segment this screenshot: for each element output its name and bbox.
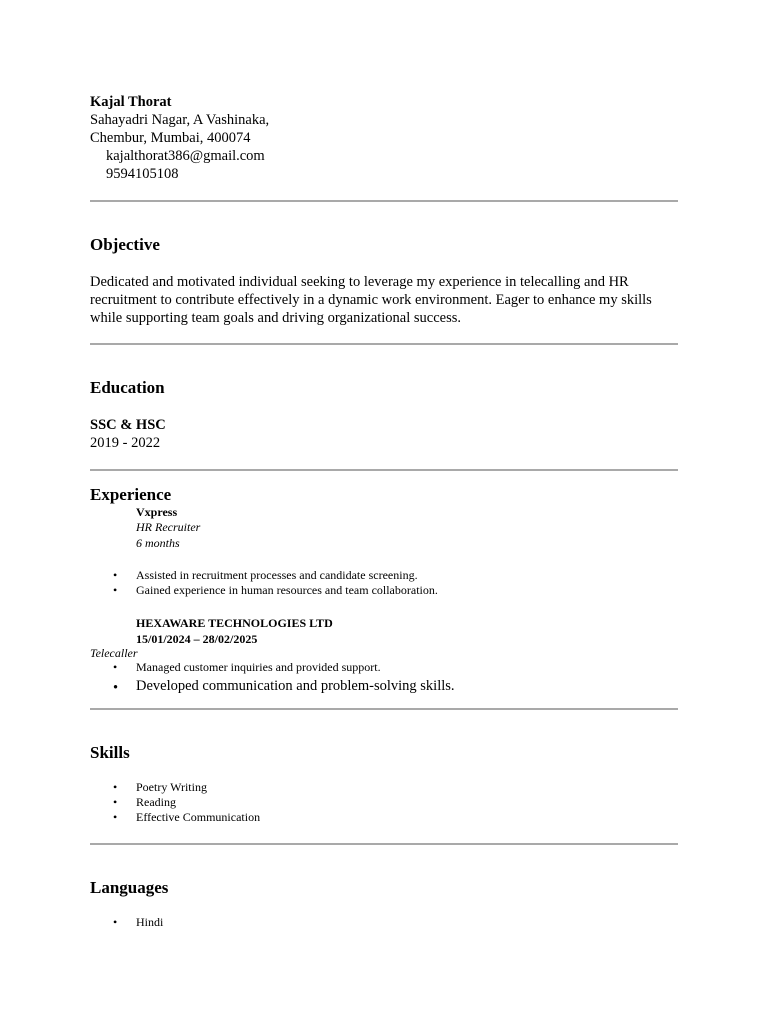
section-divider [90,343,678,345]
bullet-icon: • [113,568,118,582]
bullet-icon: • [113,780,118,794]
bullet-icon: • [113,795,118,809]
bullet-icon: • [113,680,119,696]
bullet-icon: • [113,660,118,674]
email-address: kajalthorat386@gmail.com [106,148,265,164]
bullet-icon: • [113,583,118,597]
skill-item: Poetry Writing [136,780,207,794]
section-divider [90,708,678,710]
languages-heading: Languages [90,878,169,897]
address-line-1: Sahayadri Nagar, A Vashinaka, [90,112,270,128]
objective-text: Dedicated and motivated individual seeking to leverage my experience in telecalling and HR recruitment to contribute effectively in a dynamic work environment. Eager to enhance my skills while supporting team goals and driving organizational success. [90,274,652,326]
job-bullet: Developed communication and problem-solving skills. [136,678,455,694]
skill-item: Reading [136,795,176,809]
language-item: Hindi [136,915,164,929]
address-line-2: Chembur, Mumbai, 400074 [90,130,251,146]
job-duration: 6 months [136,536,180,550]
section-divider [90,843,678,845]
job-dates: 15/01/2024 – 28/02/2025 [136,632,258,646]
candidate-name: Kajal Thorat [90,94,172,110]
education-degree: SSC & HSC [90,417,166,433]
objective-heading: Objective [90,235,160,254]
education-years: 2019 - 2022 [90,435,161,451]
job-company: HEXAWARE TECHNOLOGIES LTD [136,616,333,630]
skill-item: Effective Communication [136,810,261,824]
section-divider [90,469,678,471]
job-bullet: Managed customer inquiries and provided support. [136,660,381,674]
education-heading: Education [90,378,165,397]
phone-number: 9594105108 [106,166,179,182]
section-divider [90,200,678,202]
experience-heading: Experience [90,485,172,504]
skills-heading: Skills [90,743,130,762]
job-role: Telecaller [90,646,138,660]
bullet-icon: • [113,810,118,824]
job-bullet: Assisted in recruitment processes and candidate screening. [136,568,418,582]
bullet-icon: • [113,915,118,929]
job-company: Vxpress [136,505,178,519]
job-role: HR Recruiter [136,520,201,534]
job-bullet: Gained experience in human resources and team collaboration. [136,583,438,597]
